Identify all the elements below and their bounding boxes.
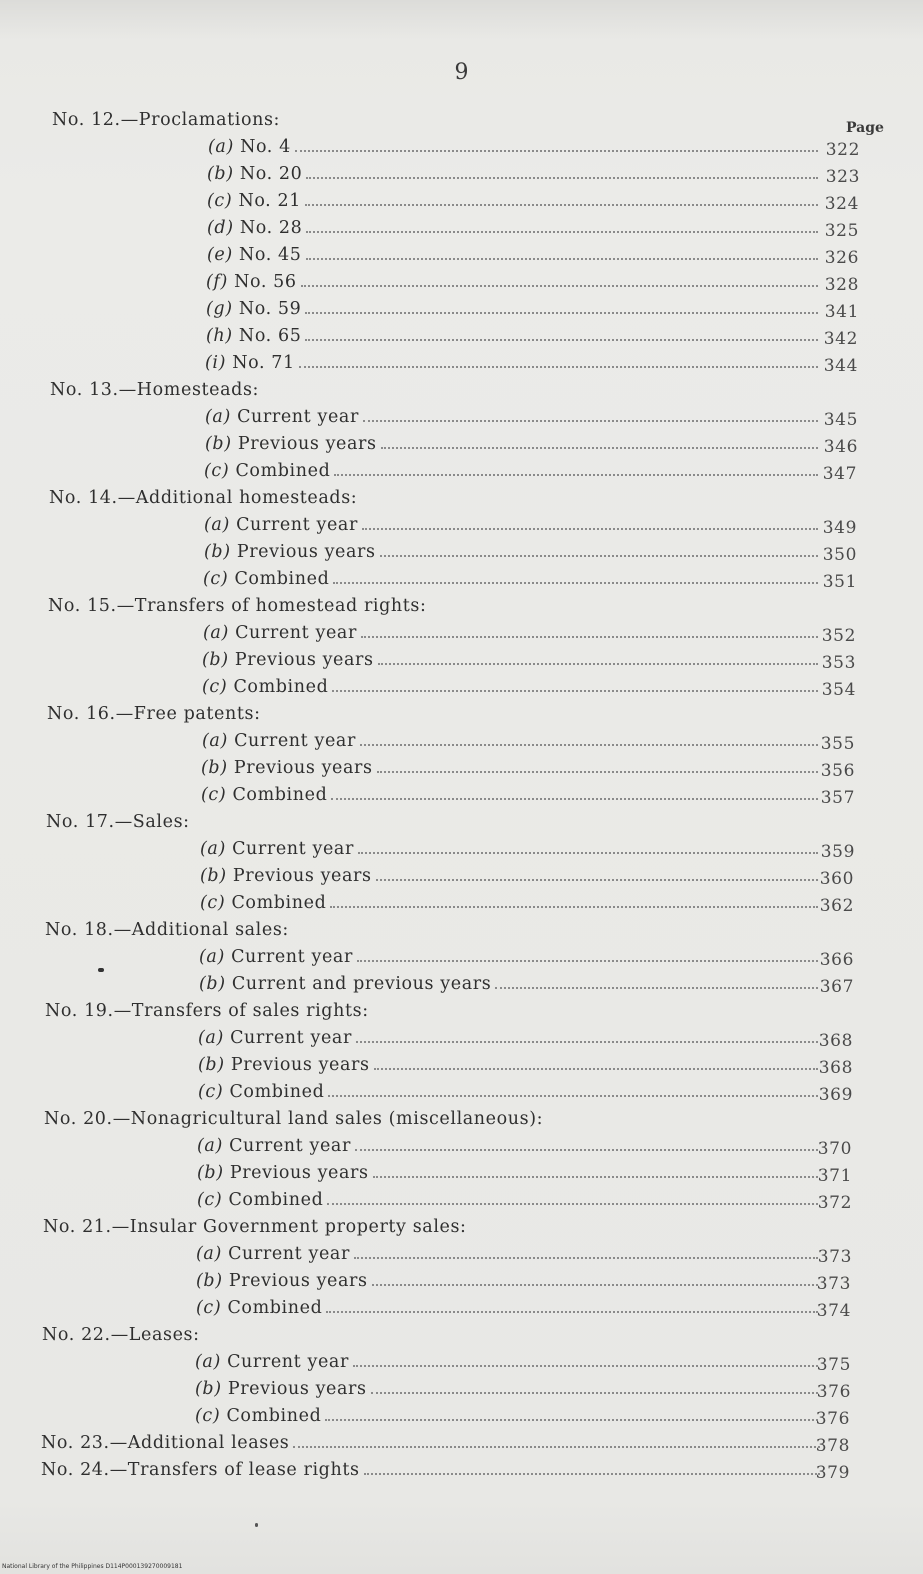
dot-leader [326, 1310, 818, 1313]
toc-subentry [40, 1349, 900, 1376]
toc-subentry [40, 1268, 900, 1295]
toc-subentry-letter: (a) [208, 137, 234, 157]
toc-page-number: 341 [824, 302, 859, 322]
dot-leader [371, 1391, 818, 1394]
toc-page-number: 378 [815, 1436, 850, 1456]
toc-subentry [40, 647, 900, 674]
toc-subentry-letter: (b) [207, 164, 234, 184]
toc-page-number: 324 [824, 194, 859, 214]
toc-subentry-label: Combined [228, 1190, 324, 1210]
toc-subentry-letter: (c) [198, 1082, 224, 1102]
toc-subentry-letter: (a) [198, 1028, 224, 1048]
dot-leader [331, 797, 818, 800]
dot-leader [306, 230, 818, 233]
toc-page-number: 366 [819, 950, 854, 970]
toc-subentry [40, 188, 900, 215]
dot-leader [305, 311, 818, 314]
toc-section-label: No. 12.—Proclamations: [52, 110, 281, 130]
dot-leader [377, 770, 818, 773]
toc-subentry-letter: (b) [200, 866, 227, 886]
toc-subentry-label: Combined [233, 677, 329, 697]
dot-leader [378, 662, 818, 665]
toc-page-number: 357 [820, 788, 855, 808]
toc-section [40, 1457, 900, 1484]
toc-subentry-letter: (d) [207, 218, 234, 238]
ink-speck [255, 1523, 258, 1527]
toc-subentry-letter: (b) [196, 1271, 223, 1291]
toc-section-label: No. 15.—Transfers of homestead rights: [48, 596, 427, 616]
toc-subentry-letter: (c) [207, 191, 233, 211]
toc-section-label: No. 17.—Sales: [46, 812, 190, 832]
dot-leader [306, 176, 818, 179]
toc-subentry-letter: (h) [206, 326, 233, 346]
dot-leader [353, 1364, 818, 1367]
toc-subentry [40, 971, 900, 998]
toc-page-number: 368 [818, 1058, 853, 1078]
toc-subentry-letter: (c) [202, 677, 228, 697]
dot-leader [328, 1094, 818, 1097]
toc-subentry [40, 1079, 900, 1106]
toc-subentry [40, 836, 900, 863]
toc-subentry-label: Current year [237, 407, 359, 427]
toc-subentry-label: No. 56 [234, 272, 297, 292]
toc-page-number: 369 [818, 1085, 853, 1105]
toc-subentry-label: Combined [231, 893, 327, 913]
toc-page-number: 379 [815, 1463, 850, 1483]
toc-subentry-letter: (b) [199, 974, 226, 994]
toc-page-number: 374 [816, 1301, 851, 1321]
toc-section [40, 701, 900, 728]
dot-leader [327, 1202, 818, 1205]
toc-subentry-letter: (c) [204, 461, 230, 481]
toc-subentry-label: Current year [235, 623, 357, 643]
dot-leader [355, 1148, 818, 1151]
dot-leader [358, 851, 818, 854]
toc-subentry [40, 539, 900, 566]
toc-subentry [40, 1403, 900, 1430]
toc-page-number: 355 [820, 734, 855, 754]
toc-subentry-letter: (a) [196, 1244, 222, 1264]
toc-subentry-label: No. 4 [240, 137, 291, 157]
toc-subentry [40, 431, 900, 458]
dot-leader [372, 1283, 818, 1286]
toc-subentry-letter: (b) [198, 1055, 225, 1075]
toc-subentry-letter: (c) [195, 1406, 221, 1426]
toc-subentry-letter: (c) [203, 569, 229, 589]
toc-page-number: 325 [824, 221, 859, 241]
toc-subentry [40, 566, 900, 593]
toc-section [40, 593, 900, 620]
toc-page-number: 328 [824, 275, 859, 295]
dot-leader [334, 473, 818, 476]
dot-leader [330, 905, 818, 908]
dot-leader [325, 1418, 818, 1421]
dot-leader [356, 1040, 818, 1043]
dot-leader [381, 446, 818, 449]
toc-page-number: 367 [819, 977, 854, 997]
toc-subentry [40, 1052, 900, 1079]
toc-subentry-label: No. 65 [238, 326, 302, 346]
toc-subentry-label: Current year [230, 1028, 352, 1048]
toc-page-number: 372 [817, 1193, 852, 1213]
toc-subentry-letter: (a) [195, 1352, 221, 1372]
toc-subentry-label: No. 20 [239, 164, 303, 184]
toc-subentry [40, 1295, 900, 1322]
toc-subentry-label: Current year [228, 1244, 350, 1264]
toc-subentry [40, 269, 900, 296]
toc-subentry-label: Combined [234, 569, 330, 589]
page-column-label: Page [846, 120, 884, 136]
toc-section-label: No. 24.—Transfers of lease rights [41, 1460, 360, 1480]
toc-page-number: 346 [823, 437, 858, 457]
toc-subentry [40, 890, 900, 917]
toc-page-number: 373 [816, 1274, 851, 1294]
toc-section [40, 377, 900, 404]
toc-page-number: 353 [821, 653, 856, 673]
toc-subentry-label: Previous years [227, 1379, 367, 1399]
toc-page-number: 349 [822, 518, 857, 538]
dot-leader [301, 284, 818, 287]
toc-subentry-letter: (a) [205, 407, 231, 427]
toc-subentry-label: No. 21 [238, 191, 301, 211]
ink-speck [98, 968, 104, 972]
toc-page-number: 354 [821, 680, 856, 700]
toc-subentry-label: Current year [227, 1352, 349, 1372]
dot-leader [306, 257, 818, 260]
toc-subentry-letter: (a) [200, 839, 226, 859]
toc-page-number: 326 [824, 248, 859, 268]
toc-subentry-label: Current and previous years [231, 974, 492, 994]
toc-subentry-letter: (b) [197, 1163, 224, 1183]
toc-subentry-letter: (a) [197, 1136, 223, 1156]
toc-subentry-letter: (a) [203, 623, 229, 643]
dot-leader [332, 689, 818, 692]
page-number: 9 [454, 60, 469, 85]
toc-subentry-label: No. 71 [232, 353, 295, 373]
toc-page-number: 345 [823, 410, 858, 430]
toc-subentry-label: Combined [226, 1406, 322, 1426]
toc-subentry-letter: (e) [207, 245, 233, 265]
dot-leader [364, 1472, 820, 1475]
toc-section-label: No. 14.—Additional homesteads: [49, 488, 358, 508]
toc-subentry-letter: (b) [205, 434, 232, 454]
toc-subentry-label: Current year [234, 731, 356, 751]
toc-subentry-letter: (b) [202, 650, 229, 670]
toc-subentry-letter: (a) [199, 947, 225, 967]
toc-subentry [40, 755, 900, 782]
toc-subentry [40, 458, 900, 485]
toc-subentry [40, 1376, 900, 1403]
toc-subentry-label: Current year [232, 839, 354, 859]
toc-section-label: No. 16.—Free patents: [47, 704, 261, 724]
toc-page-number: 323 [825, 167, 860, 187]
toc-subentry-label: No. 28 [239, 218, 303, 238]
toc-subentry-letter: (b) [201, 758, 228, 778]
toc-subentry-label: Previous years [237, 434, 377, 454]
toc-subentry-label: Combined [235, 461, 331, 481]
toc-page-number: 342 [823, 329, 858, 349]
toc-section [40, 1430, 900, 1457]
toc-subentry [40, 161, 900, 188]
toc-subentry [40, 944, 900, 971]
toc-section [40, 917, 900, 944]
toc-subentry [40, 728, 900, 755]
dot-leader [333, 581, 818, 584]
toc-subentry-letter: (i) [205, 353, 227, 373]
toc-page-number: 347 [822, 464, 857, 484]
toc-section [40, 485, 900, 512]
dot-leader [495, 986, 818, 989]
table-of-contents [40, 107, 900, 1484]
toc-page-number: 359 [820, 842, 855, 862]
toc-subentry [40, 350, 900, 377]
toc-page-number: 350 [822, 545, 857, 565]
dot-leader [360, 743, 818, 746]
toc-subentry-label: No. 59 [238, 299, 302, 319]
toc-subentry-label: Previous years [233, 758, 373, 778]
toc-section [40, 107, 900, 134]
toc-page-number: 356 [820, 761, 855, 781]
toc-subentry-letter: (a) [202, 731, 228, 751]
toc-subentry-label: Combined [232, 785, 328, 805]
toc-page-number: 351 [822, 572, 857, 592]
dot-leader [305, 338, 818, 341]
toc-subentry-letter: (b) [195, 1379, 222, 1399]
toc-section-label: No. 20.—Nonagricultural land sales (miscellaneous): [44, 1109, 544, 1129]
dot-leader [299, 365, 818, 368]
dot-leader [374, 1067, 818, 1070]
toc-page-number: 352 [821, 626, 856, 646]
toc-page-number: 344 [823, 356, 858, 376]
toc-subentry-letter: (g) [206, 299, 233, 319]
toc-subentry-label: Combined [229, 1082, 325, 1102]
toc-subentry [40, 620, 900, 647]
toc-subentry-label: Combined [227, 1298, 323, 1318]
toc-subentry-letter: (b) [204, 542, 231, 562]
toc-subentry-label: Previous years [232, 866, 372, 886]
toc-section-label: No. 19.—Transfers of sales rights: [45, 1001, 369, 1021]
toc-subentry-label: Current year [229, 1136, 351, 1156]
toc-page-number: 368 [818, 1031, 853, 1051]
toc-subentry [40, 1160, 900, 1187]
toc-subentry [40, 1133, 900, 1160]
toc-subentry [40, 134, 900, 161]
toc-subentry [40, 674, 900, 701]
toc-subentry-label: Current year [231, 947, 353, 967]
toc-page-number: 373 [817, 1247, 852, 1267]
toc-subentry-letter: (c) [196, 1298, 222, 1318]
dot-leader [293, 1445, 820, 1448]
toc-section [40, 1106, 900, 1133]
toc-subentry-label: Previous years [230, 1055, 370, 1075]
toc-subentry-label: Previous years [228, 1271, 368, 1291]
toc-page-number: 375 [816, 1355, 851, 1375]
toc-subentry [40, 863, 900, 890]
toc-section-label: No. 21.—Insular Government property sales: [43, 1217, 467, 1237]
toc-section-label: No. 22.—Leases: [42, 1325, 200, 1345]
toc-subentry [40, 1025, 900, 1052]
dot-leader [357, 959, 818, 962]
toc-section [40, 809, 900, 836]
dot-leader [373, 1175, 818, 1178]
toc-page-number: 371 [817, 1166, 852, 1186]
toc-page-number: 376 [816, 1382, 851, 1402]
toc-subentry [40, 1241, 900, 1268]
toc-section-label: No. 23.—Additional leases [41, 1433, 290, 1453]
toc-section-label: No. 18.—Additional sales: [45, 920, 289, 940]
toc-section-label: No. 13.—Homesteads: [50, 380, 260, 400]
toc-subentry-letter: (c) [201, 785, 227, 805]
toc-subentry-label: Previous years [236, 542, 376, 562]
toc-section [40, 1322, 900, 1349]
toc-page-number: 322 [825, 140, 860, 160]
dot-leader [362, 527, 818, 530]
toc-subentry-letter: (a) [204, 515, 230, 535]
toc-subentry [40, 296, 900, 323]
toc-subentry-label: Current year [236, 515, 358, 535]
toc-page-number: 360 [819, 869, 854, 889]
toc-subentry [40, 512, 900, 539]
toc-subentry-letter: (f) [206, 272, 228, 292]
toc-subentry [40, 1187, 900, 1214]
footer-credit: National Library of the Philippines D114P000139270009181 [2, 1563, 183, 1570]
toc-subentry [40, 242, 900, 269]
toc-section [40, 998, 900, 1025]
toc-subentry [40, 215, 900, 242]
toc-subentry [40, 404, 900, 431]
dot-leader [305, 203, 818, 206]
dot-leader [354, 1256, 818, 1259]
toc-page-number: 362 [819, 896, 854, 916]
dot-leader [376, 878, 818, 881]
dot-leader [295, 149, 818, 152]
toc-page-number: 370 [817, 1139, 852, 1159]
toc-subentry [40, 323, 900, 350]
toc-subentry [40, 782, 900, 809]
dot-leader [380, 554, 818, 557]
toc-subentry-label: No. 45 [238, 245, 302, 265]
dot-leader [361, 635, 818, 638]
toc-subentry-letter: (c) [197, 1190, 223, 1210]
toc-subentry-label: Previous years [234, 650, 374, 670]
toc-subentry-label: Previous years [229, 1163, 369, 1183]
dot-leader [363, 419, 818, 422]
toc-page-number: 376 [815, 1409, 850, 1429]
toc-subentry-letter: (c) [200, 893, 226, 913]
toc-section [40, 1214, 900, 1241]
